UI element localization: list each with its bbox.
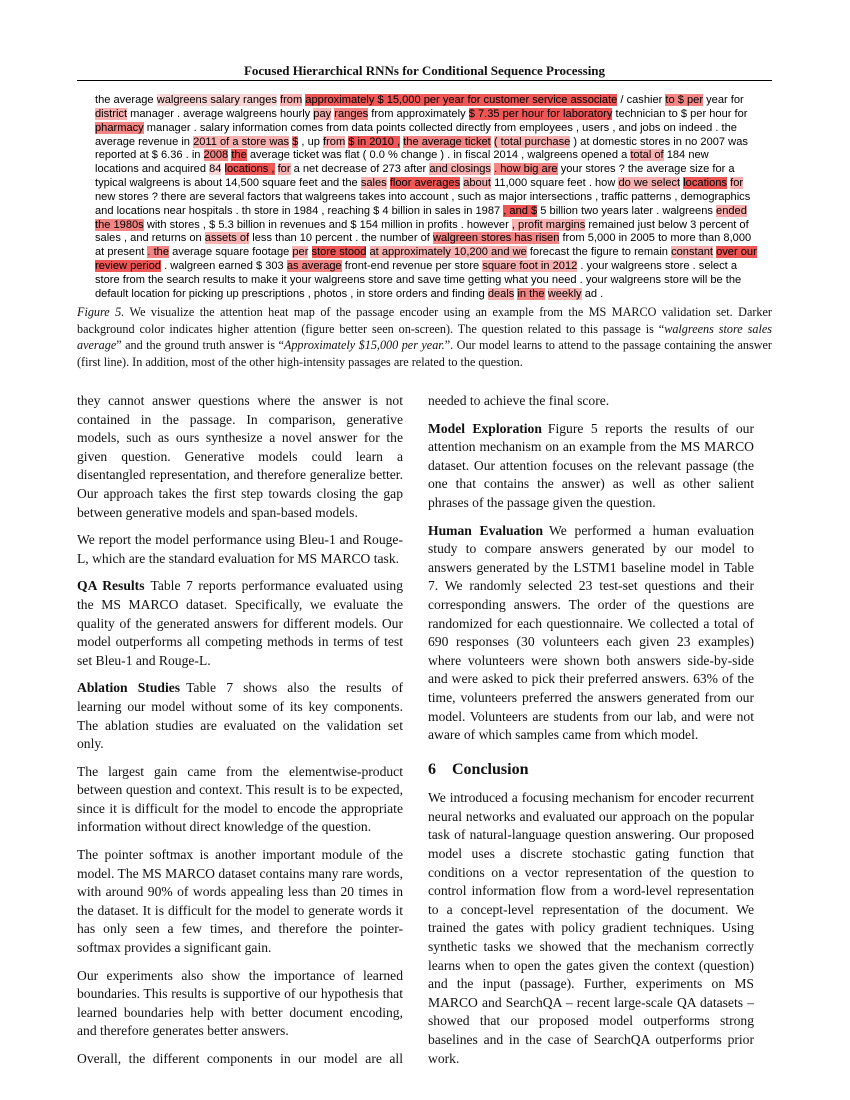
heatmap-line	[95, 205, 755, 219]
token: and locations near hospitals . th store in 1984 , reaching $ 4 billion in sales in 1987	[95, 204, 504, 217]
highlighted-token: floor averages	[389, 177, 461, 190]
ablation-text: Table 7 shows also the results of learning our model without some of its key components. The ablation studies are evaluated on the validation set only.	[77, 680, 403, 752]
heatmap-line	[95, 246, 755, 260]
heatmap-line	[95, 219, 755, 233]
token: ad .	[581, 287, 604, 300]
token: from approximately	[368, 107, 469, 120]
paragraph: they cannot answer questions where the answer is not contained in the passage. In comparison, generative models, such as ours synthesize a novel answer for the given question. Generative models could learn a disentangled representation, and therefore generalize better. Our approach takes the first step towards closing the gap between generative models and span-based models.	[77, 393, 403, 520]
left-column	[77, 392, 403, 1078]
highlighted-token: 2008	[203, 149, 229, 162]
caption-answer: Approximately $15,000 per year.	[283, 338, 445, 353]
paragraph: needed to achieve the final score.	[428, 393, 610, 408]
heatmap-line	[95, 260, 755, 274]
highlighted-token: $	[292, 135, 299, 148]
highlighted-token: ( total purchase	[493, 135, 571, 148]
highlighted-token: ranges	[334, 107, 369, 120]
heatmap-line	[95, 163, 755, 177]
highlighted-token: locations ,	[224, 163, 275, 176]
token: with stores , $ 5.3 billion in revenues and $ 154 million in profits . however	[143, 218, 512, 231]
token: remained just below 3 percent of	[585, 218, 749, 231]
model-exploration-text: Figure 5 reports the results of our attention mechanism on an example from the MS MARCO dataset. Our attention focuses on the relevant passage (the one that contains the answer) as well as other salient phrases of the passage given the question.	[428, 420, 754, 510]
qa-results-heading: QA Results	[77, 578, 145, 594]
paragraph: Our experiments also show the importance of learned boundaries. This results is supportive of our hypothesis that learned boundaries help with better document encoding, and therefore generates better answers.	[77, 967, 403, 1039]
token: less than 10 percent . the number of	[249, 232, 433, 245]
token: front-end revenue per store	[341, 260, 483, 273]
right-column	[428, 392, 754, 1077]
token: average ticket was flat ( 0.0 % change ) . in fiscal 2014 , walgreens opened a	[246, 149, 631, 162]
heatmap-line	[95, 177, 755, 191]
header-rule	[77, 80, 772, 81]
highlighted-token: in the	[517, 287, 545, 300]
highlighted-token: the average ticket	[403, 135, 491, 148]
highlighted-token: do we select	[618, 177, 681, 190]
highlighted-token: as average	[286, 260, 342, 273]
token: year for	[703, 94, 744, 106]
token: the average	[95, 94, 157, 106]
token: reported at $ 6.36 . in	[95, 149, 204, 162]
highlighted-token: from	[280, 94, 303, 106]
ablation-paragraph	[77, 679, 403, 753]
highlighted-token: district	[95, 107, 128, 120]
running-head: Focused Hierarchical RNNs for Conditional Sequence Processing	[243, 63, 606, 78]
token: average revenue in	[95, 135, 194, 148]
highlighted-token: store stood	[311, 246, 367, 259]
heatmap-line	[95, 191, 755, 205]
caption-label: Figure 5.	[77, 305, 125, 319]
ablation-heading: Ablation Studies	[77, 680, 181, 696]
highlighted-token: to $ per	[665, 94, 704, 106]
highlighted-token: 2011 of a store was	[193, 135, 290, 148]
token: your stores ? the average size for a	[557, 163, 735, 176]
highlighted-token: pharmacy	[95, 121, 144, 134]
highlighted-token: assets of	[204, 232, 250, 245]
token: / cashier	[617, 94, 666, 106]
model-exploration-paragraph	[428, 420, 754, 513]
token: manager . average walgreens hourly	[127, 107, 314, 120]
token: , up	[298, 135, 323, 148]
highlighted-token: approximately $ 15,000 per year for customer service associate	[305, 94, 618, 106]
token: a net decrease of 273 after	[290, 163, 430, 176]
token: typical walgreens is about 14,500 square feet and the	[95, 177, 361, 190]
token: technician to $ per hour for	[612, 107, 748, 120]
human-evaluation-heading: Human Evaluation	[428, 522, 544, 538]
figure-caption	[77, 304, 772, 370]
section-number: 6	[428, 760, 436, 778]
highlighted-token: constant	[671, 246, 713, 259]
token: 184 new	[663, 149, 709, 162]
paragraph: The pointer softmax is another important module of the model. The MS MARCO dataset contains many rare words, with around 90% of words appealing less than 20 times in the dataset. It is difficult for the model to generate words it has only seen a few times, and therefore the pointer-softmax provides a significant gain.	[77, 847, 403, 956]
highlighted-token: pay	[313, 107, 332, 120]
token: forecast the figure to remain	[526, 246, 672, 259]
highlighted-token: , profit margins	[511, 218, 586, 231]
token: from 5,000 in 2005 to more than 8,000	[559, 232, 752, 245]
model-exploration-heading: Model Exploration	[428, 420, 542, 436]
highlighted-token: locations	[683, 177, 728, 190]
highlighted-token: square foot in 2012	[482, 260, 578, 273]
token: sales , and returns on	[95, 232, 205, 245]
highlighted-token: over our	[716, 246, 757, 259]
heatmap-line	[95, 288, 755, 302]
heatmap-line	[95, 149, 755, 163]
caption-text: ” and the ground truth answer is “	[116, 338, 284, 353]
highlighted-token: sales	[360, 177, 387, 190]
token: manager . salary information comes from data points collected directly from employees , users , and jobs on indeed . the	[143, 121, 737, 134]
highlighted-token: ended	[716, 204, 747, 217]
token: store from the search results to make it your walgreens store and save time getting what you need . your walgreens store will be the	[95, 273, 742, 286]
highlighted-token: the	[231, 149, 247, 162]
heatmap-line	[95, 136, 755, 150]
highlighted-token: total of	[630, 149, 664, 162]
token: at present	[95, 246, 148, 259]
token: 5 billion two years later . walgreens	[537, 204, 717, 217]
highlighted-token: at approximately 10,200 and we	[369, 246, 527, 259]
highlighted-token: per	[292, 246, 309, 259]
heatmap-line	[95, 274, 755, 288]
heatmap-line	[95, 108, 755, 122]
token: ) at domestic stores in no 2007 was	[570, 135, 748, 148]
human-evaluation-paragraph	[428, 522, 754, 745]
heatmap-line	[95, 122, 755, 136]
highlighted-token: and closings	[429, 163, 491, 176]
highlighted-token: about	[463, 177, 491, 190]
heatmap-line	[95, 94, 755, 108]
highlighted-token: the 1980s	[95, 218, 144, 231]
token: . your walgreens store . select a	[577, 260, 738, 273]
token: 11,000 square feet . how	[490, 177, 619, 190]
token: new stores ? there are several factors that walgreens takes into account , such as major intersections , traffic patterns , demographics	[95, 190, 751, 203]
token: . walgreen earned $ 303	[160, 260, 287, 273]
highlighted-token: walgreens salary ranges	[156, 94, 277, 106]
highlighted-token: . the	[147, 246, 170, 259]
token: average square footage	[169, 246, 293, 259]
qa-results-paragraph	[77, 577, 403, 670]
highlighted-token: weekly	[547, 287, 582, 300]
caption-text: We visualize the attention heat map of the passage encoder using an example from the MS MARCO validation set. Darker background color indicates higher attention (figure better seen on-screen). The question related to this passage is “	[77, 305, 772, 336]
paragraph: The largest gain came from the elementwise-product between question and context. This result is to be expected, since it is difficult for the model to encode the appropriate information without direct knowledge of the question.	[77, 763, 403, 835]
highlighted-token: $ in 2010 ,	[348, 135, 401, 148]
attention-heatmap-passage	[95, 94, 755, 302]
highlighted-token: 84	[209, 163, 222, 176]
highlighted-token: for	[730, 177, 744, 190]
section-title: Conclusion	[452, 760, 529, 778]
human-evaluation-text: We performed a human evaluation study to compare answers generated by our model to answers generated by the LSTM1 baseline model in Table 7. We randomly selected 23 test-set questions and their corresponding answers. The order of the questions are randomized for each questionnaire. We collected a total of 690 responses (30 volunteers each given 23 examples) where volunteers were shown both answers side-by-side and were asked to pick their preferred answers. 63% of the time, volunteers preferred the answers generated from our model. Volunteers are students from our lab, and were not aware of which samples came from which model.	[428, 522, 754, 743]
highlighted-token: for	[277, 163, 291, 176]
token: default location for picking up prescriptions , photos , in store orders and finding	[95, 287, 488, 300]
token: locations and acquired	[95, 163, 210, 176]
caption-question: walgreens store sales average	[77, 321, 772, 353]
highlighted-token: review period	[95, 260, 161, 273]
qa-results-text: Table 7 reports performance evaluated using the MS MARCO dataset. Specifically, we evaluate the quality of the generated answers for different models. Our model outperforms all competing methods in terms of test set Bleu-1 and Rouge-L.	[77, 578, 403, 668]
highlighted-token: walgreen stores has risen	[432, 232, 560, 245]
caption-text: ”. Our model learns to attend to the passage containing the answer (first line). In addition, most of the other high-intensity passages are related to the question.	[77, 338, 772, 369]
highlighted-token: from	[323, 135, 346, 148]
highlighted-token: $ 7.35 per hour for laboratory	[468, 107, 613, 120]
highlighted-token: . how big are	[494, 163, 558, 176]
conclusion-paragraph: We introduced a focusing mechanism for encoder recurrent neural networks and evaluated our approach on the popular task of natural-language question answering. Our proposed model uses a discrete stochastic gating function that conditions on a vector representation of the question to control information flow from a word-level representation to a concept-level representation of the document. We trained the gates with policy gradient techniques. Using synthetic tasks we showed that the mechanism correctly learns when to open the gates given the context (question) and the input (passage). Further, experiments on MS MARCO and SearchQA – recent large-scale QA datasets – showed that our proposed model outperforms strong baselines and in the case of SearchQA outperforms prior work.	[428, 790, 754, 1066]
highlighted-token: , and $	[503, 204, 538, 217]
section-heading-conclusion	[428, 761, 754, 780]
heatmap-line	[95, 232, 755, 246]
paragraph: We report the model performance using Bleu-1 and Rouge-L, which are the standard evaluation for MS MARCO task.	[77, 532, 403, 566]
paragraph: Overall, the different components in our model are all	[77, 1051, 403, 1066]
highlighted-token: deals	[487, 287, 515, 300]
